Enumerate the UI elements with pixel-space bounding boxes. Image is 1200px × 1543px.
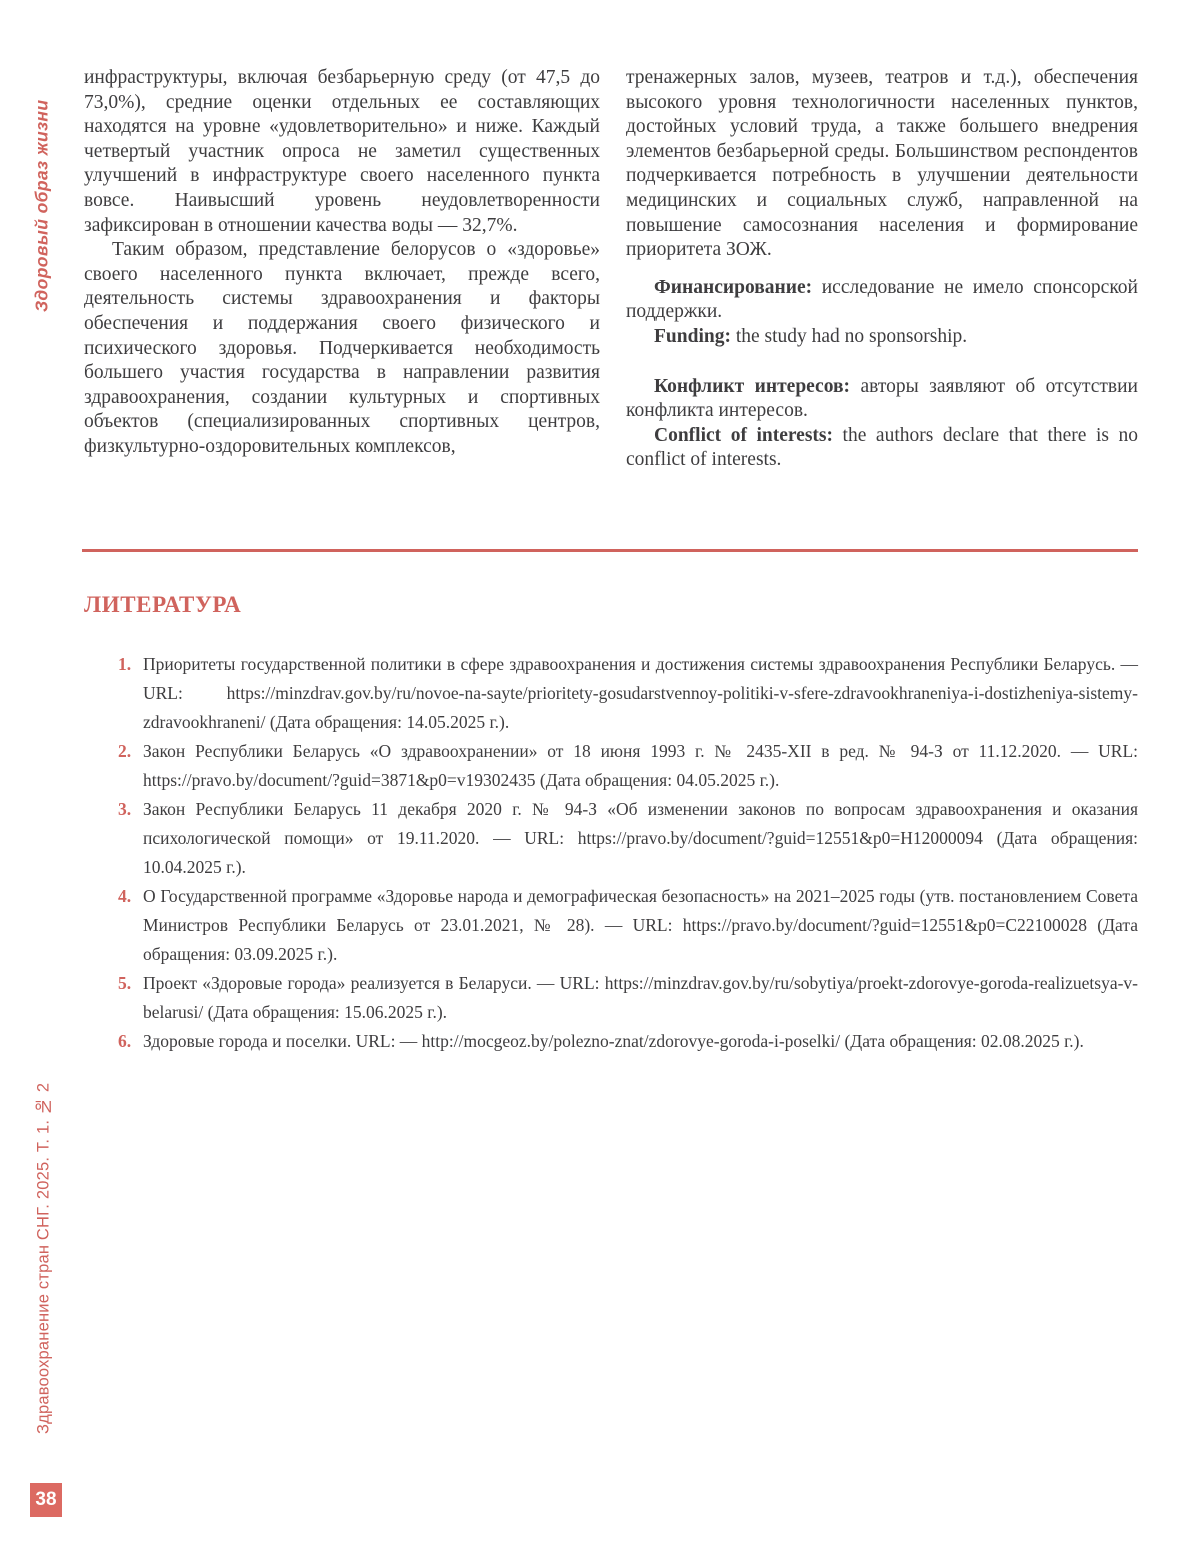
right-column: [626, 66, 1138, 473]
funding-paragraph-ru: [626, 276, 1138, 325]
paragraph-conclusion-continued: тренажерных залов, музеев, театров и т.д.), обеспечения высокого уровня технологичности населенных пунктов, достойных условий труда, а также большего внедрения элементов безбарьерной среды. Большинством респондентов подчеркивается потребность в улучшении деятельности медицинских и социальных служб, направленной на повышение самосознания населения и формирование приоритета ЗОЖ.: [626, 67, 1138, 261]
reference-text: Здоровые города и поселки. URL: — http://mocgeoz.by/polezno-znat/zdorovye-goroda-i-poselki/ (Дата обращения: 02.08.2025 г.).: [143, 1031, 1084, 1051]
conflict-label-ru: Конфликт интересов:: [654, 375, 850, 397]
reference-text: Приоритеты государственной политики в сфере здравоохранения и достижения системы здравоохранения Республики Беларусь. — URL: https://minzdrav.gov.by/ru/novoe-na-sayte/prioritety-gosudarstvennoy-politiki-v-sfere-zdravookhraneniya-i-dostizheniya-sistemy-zdravookhraneni/ (Дата обращения: 14.05.2025 г.).: [143, 654, 1138, 732]
reference-number: 6.: [118, 1031, 132, 1051]
reference-number: 4.: [118, 886, 132, 906]
reference-text: О Государственной программе «Здоровье народа и демографическая безопасность» на 2021–2025 годы (утв. постановлением Совета Министров Республики Беларусь от 23.01.2021, № 28). — URL: https://pravo.by/document/?guid=12551&p0=C22100028 (Дата обращения: 03.09.2025 г.).: [143, 886, 1138, 964]
paragraph-infrastructure: инфраструктуры, включая безбарьерную среду (от 47,5 до 73,0%), средние оценки отдельных ее составляющих находятся на уровне «удовлетворительно» и ниже. Каждый четвертый участник опроса не заметил существенных улучшений в инфраструктуре своего населенного пункта вовсе. Наивысший уровень неудовлетворенности зафиксирован в отношении качества воды — 32,7%.: [84, 67, 600, 236]
reference-number: 2.: [118, 741, 132, 761]
funding-text-ru: исследование не имело спонсорской поддержки.: [626, 276, 1138, 323]
funding-paragraph-en: [626, 325, 1138, 350]
conflict-label-en: Conflict of interests:: [654, 424, 834, 446]
reference-item: [84, 737, 1138, 795]
reference-number: 3.: [118, 799, 132, 819]
page-number-badge: 38: [30, 1483, 62, 1517]
reference-text: Закон Республики Беларусь «О здравоохранении» от 18 июня 1993 г. № 2435-XII в ред. № 94-З от 11.12.2020. — URL: https://pravo.by/document/?guid=3871&p0=v19302435 (Дата обращения: 04.05.2025 г.).: [143, 741, 1138, 790]
paragraph-conclusion: Таким образом, представление белорусов о «здоровье» своего населенного пункта включает, прежде всего, деятельность системы здравоохранения и факторы обеспечения и поддержания своего физического и психического здоровья. Подчеркивается необходимость большего участия государства в направлении развития здравоохранения, создании культурных и спортивных объектов (специализированных спортивных центров, физкультурно-оздоровительных комплексов,: [84, 239, 600, 457]
sidebar-section-label: Здоровый образ жизни: [31, 99, 52, 312]
reference-item: [84, 882, 1138, 969]
reference-text: Проект «Здоровые города» реализуется в Беларуси. — URL: https://minzdrav.gov.by/ru/sobytiya/proekt-zdorovye-goroda-realizuetsya-v-belarusi/ (Дата обращения: 15.06.2025 г.).: [143, 973, 1138, 1022]
sidebar-journal-label: Здравоохранение стран СНГ. 2025. Т. 1. № 2: [34, 1082, 53, 1434]
references-heading: ЛИТЕРАТУРА: [84, 592, 242, 617]
conflict-text-en: the authors declare that there is no conflict of interests.: [626, 424, 1138, 471]
conflict-text-ru: авторы заявляют об отсутствии конфликта интересов.: [626, 375, 1138, 422]
section-divider: [82, 549, 1138, 552]
left-column: [84, 66, 600, 473]
conflict-paragraph-en: [626, 424, 1138, 473]
reference-item: [84, 969, 1138, 1027]
funding-label-ru: Финансирование:: [654, 276, 813, 298]
reference-number: 1.: [118, 654, 132, 674]
reference-item: [84, 650, 1138, 737]
body-columns: [84, 66, 1138, 473]
funding-label-en: Funding:: [654, 325, 731, 347]
references-list: [84, 650, 1138, 1056]
reference-number: 5.: [118, 973, 132, 993]
reference-item: [84, 795, 1138, 882]
reference-text: Закон Республики Беларусь 11 декабря 2020 г. № 94-З «Об изменении законов по вопросам здравоохранения и оказания психологической помощи» от 19.11.2020. — URL: https://pravo.by/document/?guid=12551&p0=H12000094 (Дата обращения: 10.04.2025 г.).: [143, 799, 1138, 877]
conflict-paragraph-ru: [626, 375, 1138, 424]
funding-text-en: the study had no sponsorship.: [730, 325, 968, 347]
reference-item: [84, 1027, 1138, 1056]
